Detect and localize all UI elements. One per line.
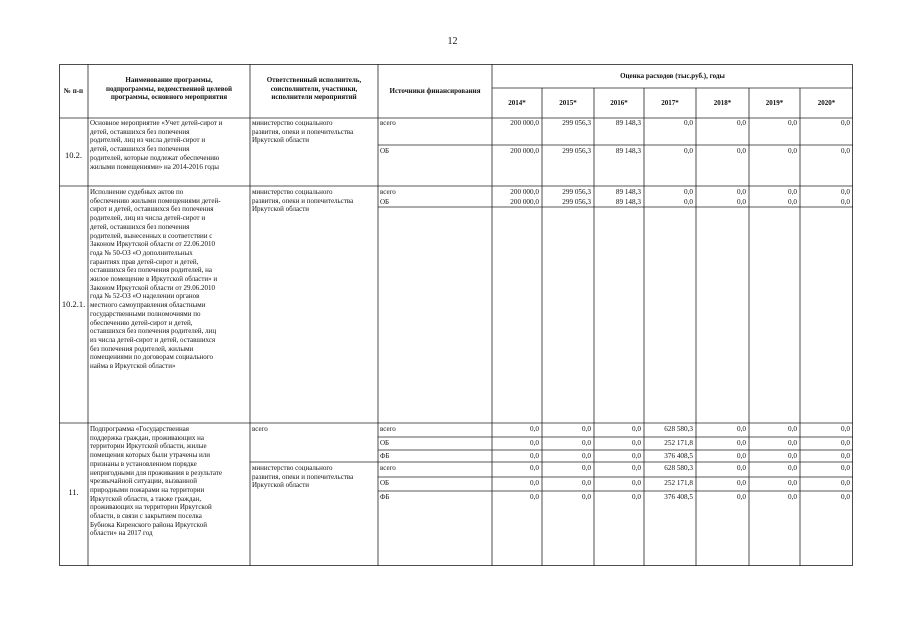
row-number: 10.2.1. [61,299,86,309]
value-cell: 0,0 [582,479,591,487]
value-cell: 628 580,3 [664,464,693,472]
header-year: 2020* [817,99,836,107]
value-cell: 89 148,3 [615,188,641,196]
value-cell: 0,0 [737,479,746,487]
value-cell: 0,0 [788,198,797,206]
value-cell: 299 056,3 [562,188,591,196]
value-cell: 0,0 [632,493,641,501]
header-year: 2014* [508,99,526,107]
value-cell: 0,0 [788,439,797,447]
value-cell: 0,0 [684,198,693,206]
value-cell: 0,0 [582,439,591,447]
value-cell: 0,0 [737,439,746,447]
value-cell: 0,0 [841,425,850,433]
source-label: ОБ [380,198,390,206]
value-cell: 0,0 [632,479,641,487]
value-cell: 89 148,3 [615,119,641,127]
value-cell: 299 056,3 [562,119,591,127]
value-cell: 0,0 [582,464,591,472]
page-number: 12 [447,36,458,47]
header-col-source: Источники финансирования [389,87,481,95]
header-col-cost: Оценка расходов (тыс.руб.), годы [620,72,725,80]
row-executor: министерство социального развития, опеки и попечительства Иркутской области [252,119,354,145]
value-cell: 0,0 [841,188,850,196]
value-cell: 0,0 [841,452,850,460]
row-executor: всего [252,425,268,433]
value-cell: 0,0 [530,493,539,501]
value-cell: 0,0 [737,452,746,460]
value-cell: 0,0 [737,188,746,196]
source-label: ОБ [380,479,390,487]
value-cell: 0,0 [841,464,850,472]
value-cell: 0,0 [841,198,850,206]
header-col-num: № п-п [63,87,84,95]
source-label: ОБ [380,439,390,447]
value-cell: 0,0 [530,479,539,487]
value-cell: 200 000,0 [510,119,539,127]
budget-table [59,64,853,566]
value-cell: 0,0 [788,493,797,501]
value-cell: 0,0 [737,464,746,472]
value-cell: 0,0 [582,452,591,460]
value-cell: 252 171,8 [664,479,693,487]
value-cell: 0,0 [582,425,591,433]
row-name: Исполнение судебных актов по обеспечению жилыми помещениями детей- сирот и детей, оставшихся без попечения родителей, лиц из числа детей-сирот и детей, оставшихся без попечения родителей, вынесенных в соответствии с Законом Иркутской области от 22.06.2010 года № 50-ОЗ «О дополнительных гарантиях прав детей-сирот и детей, оставшихся без попечения родителей, на жилое помещение в Иркутской области» и Законом Иркутской области от 29.06.2010 года № 52-ОЗ «О наделении органов местного самоуправления областными государственными полномочиями по обеспечению детей-сирот и детей, оставшихся без попечения родителей, лиц из числа детей-сирот и детей, оставшихся без попечения родителей, жилыми помещениями по договорам социального найма в Иркутской области» [90,188,221,371]
value-cell: 0,0 [684,119,693,127]
value-cell: 299 056,3 [562,198,591,206]
value-cell: 299 056,3 [562,147,591,155]
value-cell: 0,0 [788,479,797,487]
source-label: ОБ [380,147,390,155]
value-cell: 0,0 [841,479,850,487]
value-cell: 0,0 [582,493,591,501]
value-cell: 0,0 [530,425,539,433]
value-cell: 0,0 [841,119,850,127]
value-cell: 0,0 [530,452,539,460]
value-cell: 0,0 [841,147,850,155]
value-cell: 0,0 [737,119,746,127]
value-cell: 0,0 [530,464,539,472]
value-cell: 0,0 [788,452,797,460]
source-label: ФБ [380,493,390,501]
value-cell: 0,0 [841,493,850,501]
row-executor: министерство социального развития, опеки и попечительства Иркутской области [252,464,354,490]
header-year: 2019* [765,99,784,107]
value-cell: 0,0 [788,188,797,196]
value-cell: 376 408,5 [664,452,693,460]
value-cell: 376 408,5 [664,493,693,501]
value-cell: 0,0 [737,198,746,206]
row-name: Подпрограмма «Государственная поддержка граждан, проживающих на территории Иркутской области, жилые помещения которых были утрачены или признаны в установленном порядке непригодными для проживания в результате чрезвычайной ситуации, вызванной природными пожарами на территории Иркутской области, а также граждан, проживающих на территории Иркутской области, в связи с закрытием поселка Бубнока Киренского района Иркутской области» на 2017 год [90,425,222,538]
value-cell: 0,0 [737,493,746,501]
source-label: ФБ [380,452,390,460]
value-cell: 0,0 [632,439,641,447]
value-cell: 200 000,0 [510,198,539,206]
value-cell: 628 580,3 [664,425,693,433]
source-label: всего [380,425,396,433]
value-cell: 0,0 [684,147,693,155]
row-name: Основное мероприятие «Учет детей-сирот и детей, оставшихся без попечения родителей, лиц из числа детей-сирот и детей, оставшихся без попечения родителей, которые подлежат обеспечению жилыми помещениями» на 2014-2016 годы [90,119,223,171]
row-number: 10.2. [65,150,82,160]
value-cell: 0,0 [841,439,850,447]
header-col-name: Наименование программы, подпрограммы, ведомственной целевой программы, основного мероприятия [105,76,233,102]
value-cell: 0,0 [632,452,641,460]
value-cell: 0,0 [788,425,797,433]
value-cell: 0,0 [788,464,797,472]
header-year: 2017* [661,99,679,107]
header-col-exec: Ответственный исполнитель, соисполнители, участники, исполнители мероприятий [266,76,362,102]
value-cell: 0,0 [737,147,746,155]
value-cell: 89 148,3 [615,147,641,155]
value-cell: 89 148,3 [615,198,641,206]
value-cell: 0,0 [530,439,539,447]
value-cell: 200 000,0 [510,188,539,196]
source-label: всего [380,188,396,196]
header-year: 2015* [559,99,577,107]
value-cell: 0,0 [632,425,641,433]
header-year: 2018* [713,99,732,107]
value-cell: 0,0 [788,119,797,127]
value-cell: 0,0 [684,188,693,196]
row-number: 11. [68,487,79,497]
value-cell: 0,0 [632,464,641,472]
source-label: всего [380,119,396,127]
value-cell: 200 000,0 [510,147,539,155]
source-label: всего [380,464,396,472]
value-cell: 252 171,8 [664,439,693,447]
value-cell: 0,0 [737,425,746,433]
value-cell: 0,0 [788,147,797,155]
row-executor: министерство социального развития, опеки и попечительства Иркутской области [252,188,354,214]
header-year: 2016* [610,99,628,107]
